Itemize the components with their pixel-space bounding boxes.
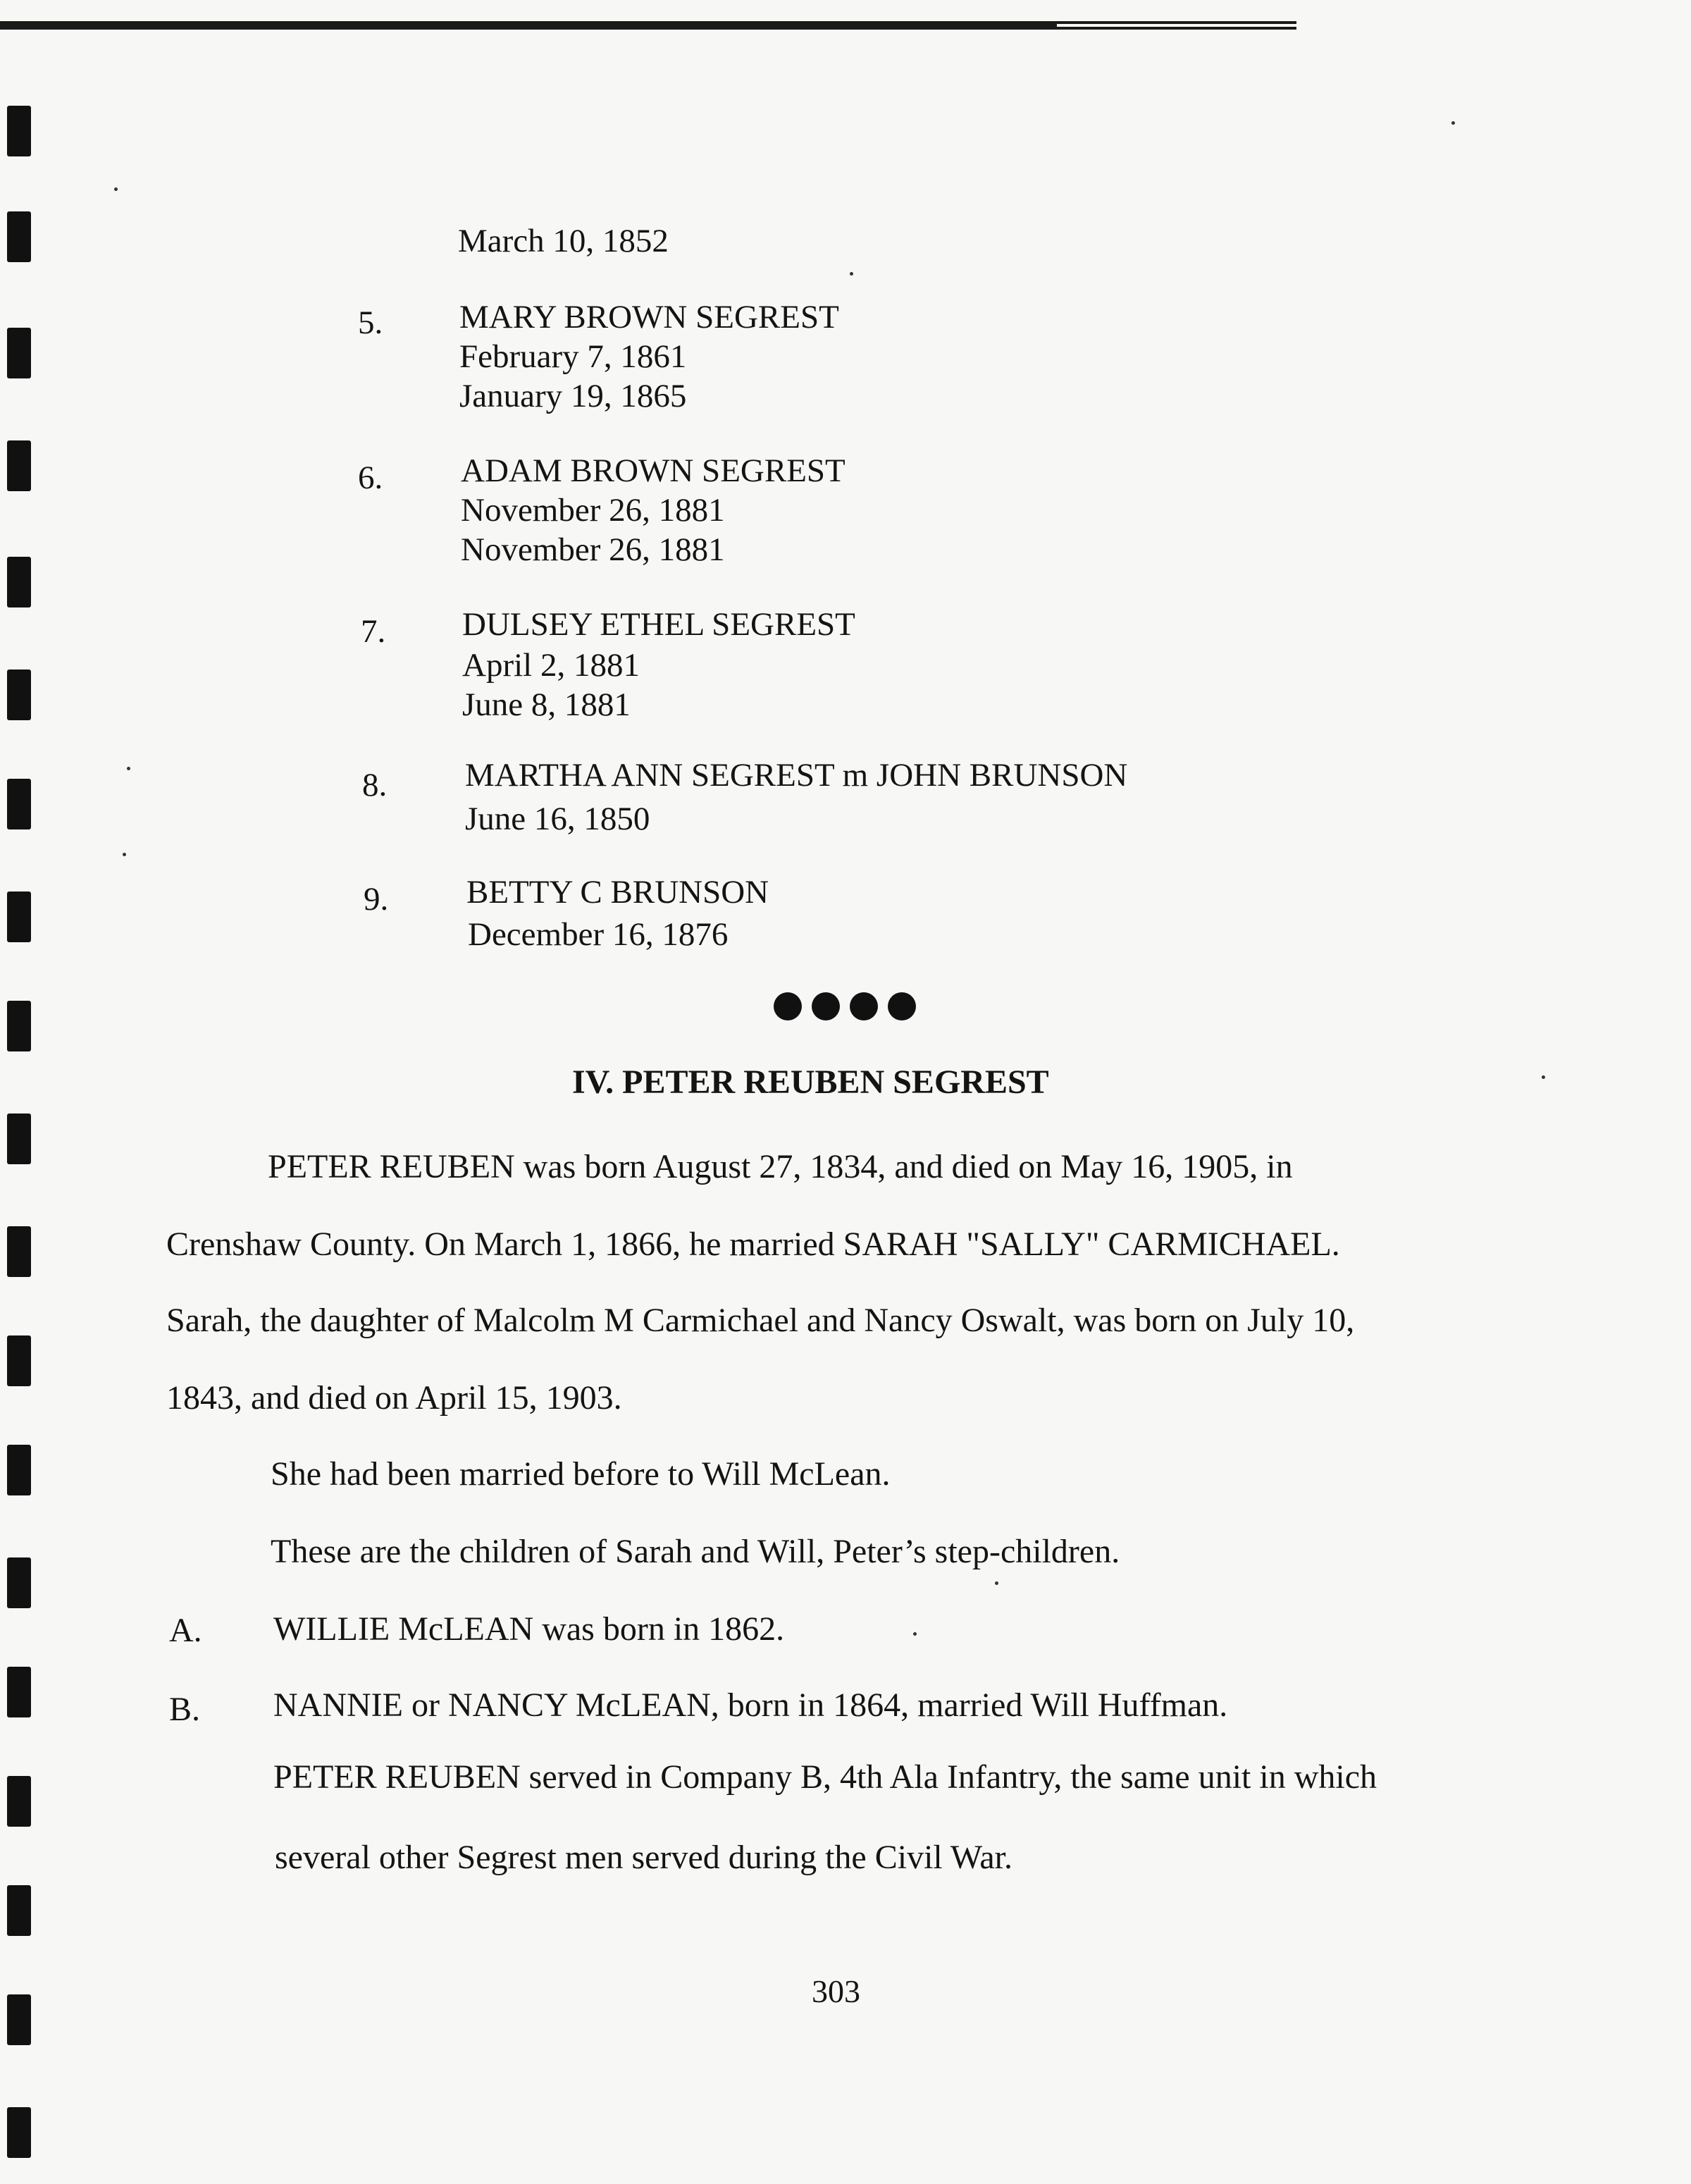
entry-number: 5. (358, 304, 383, 341)
scan-speck (850, 272, 853, 276)
continued-date: March 10, 1852 (458, 223, 669, 259)
entry-death-date: June 8, 1881 (462, 686, 631, 723)
section-separator-dots (774, 992, 916, 1020)
entry-death-date: January 19, 1865 (459, 378, 687, 414)
scan-speck (127, 767, 130, 770)
entry-birth-date: April 2, 1881 (462, 647, 640, 684)
separator-dot (850, 992, 878, 1020)
binding-hole (7, 1667, 31, 1717)
binding-hole (7, 1226, 31, 1277)
binding-hole (7, 892, 31, 942)
paragraph-line: several other Segrest men served during the Civil War. (275, 1839, 1012, 1876)
entry-name: ADAM BROWN SEGREST (461, 452, 846, 489)
paragraph-line: 1843, and died on April 15, 1903. (166, 1379, 622, 1417)
entry-death-date: November 26, 1881 (461, 531, 725, 568)
binding-hole (7, 779, 31, 829)
binding-hole (7, 106, 31, 156)
binding-hole (7, 440, 31, 491)
binding-hole (7, 1885, 31, 1936)
entry-birth-date: February 7, 1861 (459, 338, 687, 375)
entry-name: MARY BROWN SEGREST (459, 299, 839, 335)
binding-hole (7, 1445, 31, 1495)
scan-speck (995, 1581, 998, 1585)
entry-name: BETTY C BRUNSON (466, 874, 769, 911)
child-letter: B. (169, 1691, 201, 1728)
child-letter: A. (169, 1612, 202, 1649)
binding-hole (7, 1335, 31, 1386)
binding-hole (7, 1113, 31, 1164)
page-number: 303 (812, 1973, 860, 2009)
binding-hole (7, 1557, 31, 1608)
binding-hole (7, 2107, 31, 2158)
separator-dot (888, 992, 916, 1020)
entry-number: 8. (362, 767, 388, 803)
binding-hole (7, 557, 31, 607)
top-border-fade (1057, 24, 1296, 27)
binding-hole (7, 1001, 31, 1051)
scan-speck (1542, 1075, 1545, 1079)
paragraph-line: Crenshaw County. On March 1, 1866, he married SARAH "SALLY" CARMICHAEL. (166, 1226, 1340, 1263)
entry-name: DULSEY ETHEL SEGREST (462, 606, 855, 643)
binding-hole (7, 328, 31, 378)
separator-dot (812, 992, 840, 1020)
paragraph-line: These are the children of Sarah and Will, Peter’s step-children. (271, 1533, 1120, 1570)
paragraph-line: Sarah, the daughter of Malcolm M Carmichael and Nancy Oswalt, was born on July 10, (166, 1302, 1355, 1339)
binding-hole (7, 1776, 31, 1827)
scan-speck (114, 187, 118, 191)
child-text: NANNIE or NANCY McLEAN, born in 1864, married Will Huffman. (273, 1686, 1228, 1724)
entry-number: 6. (358, 459, 383, 496)
binding-holes (0, 0, 56, 2184)
paragraph-line: She had been married before to Will McLean. (271, 1455, 891, 1493)
scan-speck (1451, 121, 1455, 125)
entry-number: 9. (364, 881, 389, 918)
child-text: WILLIE McLEAN was born in 1862. (273, 1610, 785, 1648)
binding-hole (7, 1994, 31, 2045)
binding-hole (7, 670, 31, 720)
entry-date: June 16, 1850 (465, 801, 650, 837)
separator-dot (774, 992, 802, 1020)
paragraph-line: PETER REUBEN served in Company B, 4th Ala Infantry, the same unit in which (273, 1758, 1377, 1796)
entry-date: December 16, 1876 (468, 916, 729, 953)
entry-birth-date: November 26, 1881 (461, 492, 725, 529)
paragraph-line: PETER REUBEN was born August 27, 1834, and died on May 16, 1905, in (268, 1148, 1293, 1185)
entry-name: MARTHA ANN SEGREST m JOHN BRUNSON (465, 757, 1128, 794)
section-heading: IV. PETER REUBEN SEGREST (572, 1063, 1049, 1101)
entry-number: 7. (361, 613, 386, 650)
scan-speck (123, 853, 126, 856)
binding-hole (7, 211, 31, 262)
scan-speck (913, 1632, 917, 1636)
